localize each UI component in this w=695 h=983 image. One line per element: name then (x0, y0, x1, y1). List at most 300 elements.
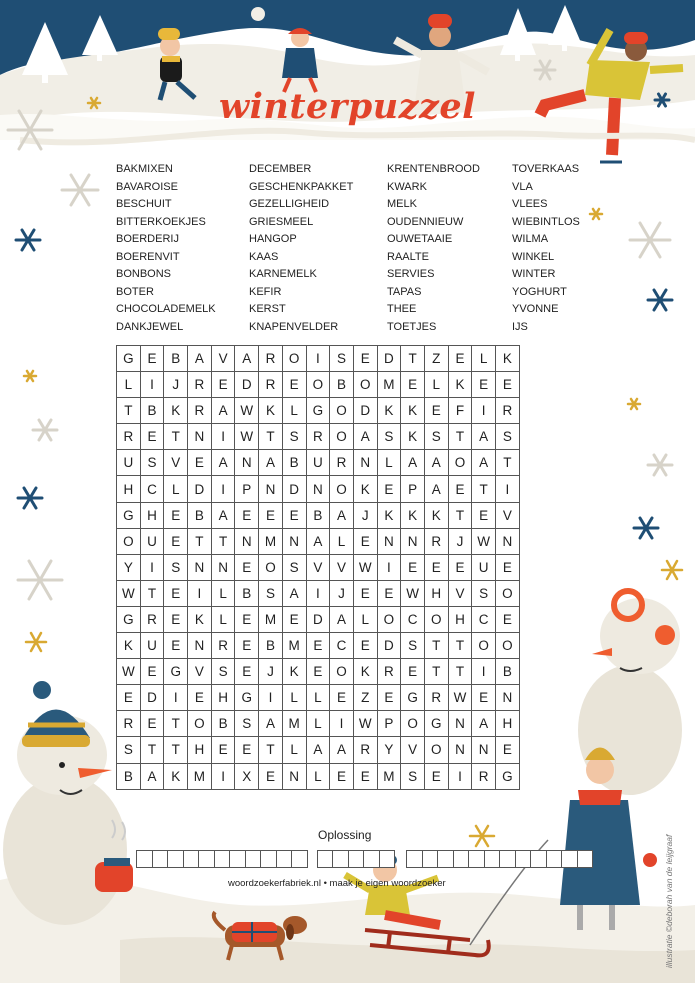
grid-cell[interactable]: U (140, 528, 164, 554)
grid-cell[interactable]: R (330, 450, 354, 476)
grid-cell[interactable]: O (377, 606, 401, 632)
solution-boxes[interactable] (136, 850, 604, 868)
grid-cell[interactable]: S (259, 580, 283, 606)
grid-cell[interactable]: S (282, 554, 306, 580)
grid-cell[interactable]: H (448, 606, 472, 632)
grid-cell[interactable]: A (472, 424, 496, 450)
grid-cell[interactable]: V (401, 737, 425, 763)
grid-cell[interactable]: N (448, 737, 472, 763)
solution-letter-box[interactable] (136, 850, 153, 868)
grid-cell[interactable]: I (377, 554, 401, 580)
grid-cell[interactable]: O (472, 633, 496, 659)
grid-cell[interactable]: E (140, 346, 164, 372)
grid-cell[interactable]: M (282, 711, 306, 737)
grid-cell[interactable]: N (235, 450, 259, 476)
solution-letter-box[interactable] (332, 850, 349, 868)
grid-cell[interactable]: A (401, 450, 425, 476)
grid-cell[interactable]: N (496, 685, 520, 711)
grid-cell[interactable]: K (282, 659, 306, 685)
grid-cell[interactable]: T (259, 737, 283, 763)
grid-cell[interactable]: W (117, 659, 141, 685)
grid-cell[interactable]: E (306, 633, 330, 659)
grid-cell[interactable]: E (424, 554, 448, 580)
letter-grid[interactable] (116, 345, 520, 790)
grid-cell[interactable]: I (448, 763, 472, 789)
grid-cell[interactable]: M (377, 372, 401, 398)
grid-cell[interactable]: Y (377, 737, 401, 763)
solution-letter-box[interactable] (499, 850, 516, 868)
grid-cell[interactable]: K (353, 659, 377, 685)
solution-letter-box[interactable] (229, 850, 246, 868)
grid-cell[interactable]: H (188, 737, 212, 763)
grid-cell[interactable]: T (140, 737, 164, 763)
grid-cell[interactable]: I (259, 685, 283, 711)
grid-cell[interactable]: G (117, 346, 141, 372)
solution-letter-box[interactable] (561, 850, 578, 868)
grid-cell[interactable]: N (448, 711, 472, 737)
grid-cell[interactable]: C (472, 606, 496, 632)
grid-cell[interactable]: S (330, 346, 354, 372)
grid-cell[interactable]: K (377, 502, 401, 528)
grid-cell[interactable]: N (188, 633, 212, 659)
grid-cell[interactable]: A (211, 502, 235, 528)
grid-cell[interactable]: E (235, 633, 259, 659)
grid-cell[interactable]: E (353, 763, 377, 789)
grid-cell[interactable]: C (330, 633, 354, 659)
grid-cell[interactable]: O (259, 554, 283, 580)
grid-cell[interactable]: E (330, 685, 354, 711)
grid-cell[interactable]: B (164, 346, 188, 372)
solution-letter-box[interactable] (484, 850, 501, 868)
grid-cell[interactable]: E (448, 476, 472, 502)
grid-cell[interactable]: K (164, 763, 188, 789)
grid-cell[interactable]: L (424, 372, 448, 398)
grid-cell[interactable]: B (306, 502, 330, 528)
grid-cell[interactable]: D (306, 606, 330, 632)
grid-cell[interactable]: N (496, 528, 520, 554)
grid-cell[interactable]: A (353, 424, 377, 450)
grid-cell[interactable]: E (401, 659, 425, 685)
grid-cell[interactable]: P (235, 476, 259, 502)
grid-cell[interactable]: E (164, 606, 188, 632)
grid-cell[interactable]: N (472, 737, 496, 763)
grid-cell[interactable]: I (211, 424, 235, 450)
grid-cell[interactable]: W (472, 528, 496, 554)
solution-letter-box[interactable] (530, 850, 547, 868)
grid-cell[interactable]: T (424, 659, 448, 685)
solution-letter-box[interactable] (348, 850, 365, 868)
grid-cell[interactable]: N (282, 528, 306, 554)
grid-cell[interactable]: L (117, 372, 141, 398)
grid-cell[interactable]: L (306, 711, 330, 737)
grid-cell[interactable]: R (117, 424, 141, 450)
grid-cell[interactable]: K (496, 346, 520, 372)
grid-cell[interactable]: L (211, 606, 235, 632)
grid-cell[interactable]: A (472, 450, 496, 476)
grid-cell[interactable]: J (164, 372, 188, 398)
grid-cell[interactable]: D (188, 476, 212, 502)
grid-cell[interactable]: B (259, 633, 283, 659)
grid-cell[interactable]: F (448, 398, 472, 424)
grid-cell[interactable]: G (401, 685, 425, 711)
grid-cell[interactable]: J (330, 580, 354, 606)
grid-cell[interactable]: A (140, 763, 164, 789)
grid-cell[interactable]: A (424, 476, 448, 502)
grid-cell[interactable]: A (259, 450, 283, 476)
grid-cell[interactable]: S (117, 737, 141, 763)
grid-cell[interactable]: E (496, 372, 520, 398)
grid-cell[interactable]: O (330, 424, 354, 450)
grid-cell[interactable]: E (235, 659, 259, 685)
grid-cell[interactable]: V (211, 346, 235, 372)
grid-cell[interactable]: A (472, 711, 496, 737)
grid-cell[interactable]: G (235, 685, 259, 711)
grid-cell[interactable]: R (188, 398, 212, 424)
grid-cell[interactable]: T (472, 476, 496, 502)
grid-cell[interactable]: S (377, 424, 401, 450)
grid-cell[interactable]: V (448, 580, 472, 606)
grid-cell[interactable]: E (377, 685, 401, 711)
grid-cell[interactable]: E (496, 737, 520, 763)
grid-cell[interactable]: E (353, 528, 377, 554)
grid-cell[interactable]: W (353, 711, 377, 737)
grid-cell[interactable]: E (472, 685, 496, 711)
grid-cell[interactable]: K (188, 606, 212, 632)
grid-cell[interactable]: G (306, 398, 330, 424)
grid-cell[interactable]: N (306, 476, 330, 502)
grid-cell[interactable]: I (140, 372, 164, 398)
grid-cell[interactable]: P (401, 476, 425, 502)
grid-cell[interactable]: V (306, 554, 330, 580)
grid-cell[interactable]: T (211, 528, 235, 554)
grid-cell[interactable]: V (496, 502, 520, 528)
grid-cell[interactable]: Z (424, 346, 448, 372)
grid-cell[interactable]: D (377, 346, 401, 372)
grid-cell[interactable]: E (282, 606, 306, 632)
grid-cell[interactable]: S (211, 659, 235, 685)
grid-cell[interactable]: E (140, 711, 164, 737)
grid-cell[interactable]: E (401, 554, 425, 580)
grid-cell[interactable]: H (496, 711, 520, 737)
solution-letter-box[interactable] (468, 850, 485, 868)
grid-cell[interactable]: S (401, 633, 425, 659)
grid-cell[interactable]: O (353, 372, 377, 398)
solution-letter-box[interactable] (422, 850, 439, 868)
grid-cell[interactable]: E (164, 528, 188, 554)
grid-cell[interactable]: D (377, 633, 401, 659)
grid-cell[interactable]: C (401, 606, 425, 632)
grid-cell[interactable]: E (330, 763, 354, 789)
grid-cell[interactable]: W (235, 424, 259, 450)
solution-letter-box[interactable] (515, 850, 532, 868)
grid-cell[interactable]: A (306, 737, 330, 763)
grid-cell[interactable]: S (164, 554, 188, 580)
grid-cell[interactable]: E (282, 502, 306, 528)
grid-cell[interactable]: E (353, 346, 377, 372)
grid-cell[interactable]: M (377, 763, 401, 789)
grid-cell[interactable]: R (259, 372, 283, 398)
grid-cell[interactable]: S (401, 763, 425, 789)
grid-cell[interactable]: A (330, 737, 354, 763)
grid-cell[interactable]: L (282, 685, 306, 711)
grid-cell[interactable]: A (235, 346, 259, 372)
grid-cell[interactable]: L (472, 346, 496, 372)
grid-cell[interactable]: S (424, 424, 448, 450)
grid-cell[interactable]: H (424, 580, 448, 606)
solution-letter-box[interactable] (260, 850, 277, 868)
grid-cell[interactable]: I (330, 711, 354, 737)
grid-cell[interactable]: K (401, 502, 425, 528)
grid-cell[interactable]: I (211, 763, 235, 789)
grid-cell[interactable]: O (496, 580, 520, 606)
grid-cell[interactable]: T (448, 502, 472, 528)
grid-cell[interactable]: A (211, 450, 235, 476)
grid-cell[interactable]: D (353, 398, 377, 424)
grid-cell[interactable]: N (282, 763, 306, 789)
grid-cell[interactable]: T (448, 633, 472, 659)
grid-cell[interactable]: K (448, 372, 472, 398)
grid-cell[interactable]: L (282, 737, 306, 763)
grid-cell[interactable]: L (377, 450, 401, 476)
grid-cell[interactable]: E (377, 476, 401, 502)
solution-letter-box[interactable] (291, 850, 308, 868)
grid-cell[interactable]: E (211, 372, 235, 398)
grid-cell[interactable]: E (140, 424, 164, 450)
grid-cell[interactable]: E (306, 659, 330, 685)
grid-cell[interactable]: O (282, 346, 306, 372)
grid-cell[interactable]: E (235, 502, 259, 528)
grid-cell[interactable]: O (424, 606, 448, 632)
grid-cell[interactable]: N (188, 424, 212, 450)
solution-letter-box[interactable] (317, 850, 334, 868)
grid-cell[interactable]: H (140, 502, 164, 528)
grid-cell[interactable]: A (306, 528, 330, 554)
grid-cell[interactable]: N (211, 554, 235, 580)
grid-cell[interactable]: B (211, 711, 235, 737)
grid-cell[interactable]: E (496, 606, 520, 632)
grid-cell[interactable]: L (211, 580, 235, 606)
grid-cell[interactable]: U (140, 633, 164, 659)
solution-letter-box[interactable] (276, 850, 293, 868)
grid-cell[interactable]: E (164, 633, 188, 659)
grid-cell[interactable]: H (211, 685, 235, 711)
grid-cell[interactable]: A (424, 450, 448, 476)
grid-cell[interactable]: I (140, 554, 164, 580)
grid-cell[interactable]: T (164, 424, 188, 450)
grid-cell[interactable]: R (211, 633, 235, 659)
grid-cell[interactable]: V (188, 659, 212, 685)
solution-letter-box[interactable] (379, 850, 396, 868)
grid-cell[interactable]: U (117, 450, 141, 476)
grid-cell[interactable]: R (424, 685, 448, 711)
grid-cell[interactable]: W (401, 580, 425, 606)
grid-cell[interactable]: S (282, 424, 306, 450)
grid-cell[interactable]: N (353, 450, 377, 476)
grid-cell[interactable]: I (496, 476, 520, 502)
grid-cell[interactable]: I (211, 476, 235, 502)
grid-cell[interactable]: T (164, 737, 188, 763)
solution-letter-box[interactable] (214, 850, 231, 868)
grid-cell[interactable]: A (330, 502, 354, 528)
grid-cell[interactable]: E (188, 685, 212, 711)
grid-cell[interactable]: G (424, 711, 448, 737)
grid-cell[interactable]: T (188, 528, 212, 554)
solution-letter-box[interactable] (245, 850, 262, 868)
grid-cell[interactable]: E (353, 580, 377, 606)
grid-cell[interactable]: K (401, 424, 425, 450)
grid-cell[interactable]: E (401, 372, 425, 398)
grid-cell[interactable]: O (448, 450, 472, 476)
grid-cell[interactable]: E (235, 554, 259, 580)
grid-cell[interactable]: D (140, 685, 164, 711)
grid-cell[interactable]: E (235, 737, 259, 763)
solution-letter-box[interactable] (363, 850, 380, 868)
grid-cell[interactable]: N (377, 528, 401, 554)
grid-cell[interactable]: T (448, 659, 472, 685)
grid-cell[interactable]: X (235, 763, 259, 789)
solution-letter-box[interactable] (198, 850, 215, 868)
grid-cell[interactable]: L (353, 606, 377, 632)
grid-cell[interactable]: N (401, 528, 425, 554)
grid-cell[interactable]: G (164, 659, 188, 685)
grid-cell[interactable]: M (188, 763, 212, 789)
solution-letter-box[interactable] (453, 850, 470, 868)
grid-cell[interactable]: W (353, 554, 377, 580)
grid-cell[interactable]: G (496, 763, 520, 789)
grid-cell[interactable]: N (188, 554, 212, 580)
grid-cell[interactable]: K (353, 476, 377, 502)
grid-cell[interactable]: B (117, 763, 141, 789)
grid-cell[interactable]: I (306, 346, 330, 372)
solution-letter-box[interactable] (437, 850, 454, 868)
grid-cell[interactable]: S (472, 580, 496, 606)
grid-cell[interactable]: R (496, 398, 520, 424)
grid-cell[interactable]: E (424, 398, 448, 424)
grid-cell[interactable]: E (164, 580, 188, 606)
grid-cell[interactable]: P (377, 711, 401, 737)
grid-cell[interactable]: O (401, 711, 425, 737)
grid-cell[interactable]: R (472, 763, 496, 789)
grid-cell[interactable]: G (117, 502, 141, 528)
grid-cell[interactable]: O (330, 659, 354, 685)
grid-cell[interactable]: E (472, 502, 496, 528)
grid-cell[interactable]: V (330, 554, 354, 580)
grid-cell[interactable]: R (306, 424, 330, 450)
grid-cell[interactable]: M (259, 528, 283, 554)
grid-cell[interactable]: H (117, 476, 141, 502)
grid-cell[interactable]: A (259, 711, 283, 737)
grid-cell[interactable]: E (259, 763, 283, 789)
grid-cell[interactable]: K (164, 398, 188, 424)
grid-cell[interactable]: T (259, 424, 283, 450)
grid-cell[interactable]: E (377, 580, 401, 606)
grid-cell[interactable]: T (424, 633, 448, 659)
grid-cell[interactable]: D (235, 372, 259, 398)
grid-cell[interactable]: C (140, 476, 164, 502)
grid-cell[interactable]: I (306, 580, 330, 606)
grid-cell[interactable]: L (306, 685, 330, 711)
grid-cell[interactable]: B (496, 659, 520, 685)
grid-cell[interactable]: O (496, 633, 520, 659)
grid-cell[interactable]: S (235, 711, 259, 737)
grid-cell[interactable]: U (306, 450, 330, 476)
grid-cell[interactable]: O (306, 372, 330, 398)
solution-letter-box[interactable] (406, 850, 423, 868)
grid-cell[interactable]: O (188, 711, 212, 737)
grid-cell[interactable]: B (330, 372, 354, 398)
grid-cell[interactable]: J (353, 502, 377, 528)
grid-cell[interactable]: B (140, 398, 164, 424)
grid-cell[interactable]: A (211, 398, 235, 424)
grid-cell[interactable]: E (424, 763, 448, 789)
grid-cell[interactable]: T (448, 424, 472, 450)
solution-letter-box[interactable] (546, 850, 563, 868)
solution-letter-box[interactable] (167, 850, 184, 868)
grid-cell[interactable]: E (353, 633, 377, 659)
solution-letter-box[interactable] (183, 850, 200, 868)
grid-cell[interactable]: R (353, 737, 377, 763)
grid-cell[interactable]: K (117, 633, 141, 659)
grid-cell[interactable]: E (235, 606, 259, 632)
grid-cell[interactable]: J (259, 659, 283, 685)
grid-cell[interactable]: I (188, 580, 212, 606)
grid-cell[interactable]: K (424, 502, 448, 528)
grid-cell[interactable]: E (282, 372, 306, 398)
grid-cell[interactable]: T (401, 346, 425, 372)
grid-cell[interactable]: T (117, 398, 141, 424)
grid-cell[interactable]: O (330, 398, 354, 424)
grid-cell[interactable]: T (164, 711, 188, 737)
grid-cell[interactable]: A (188, 346, 212, 372)
solution-letter-box[interactable] (577, 850, 594, 868)
grid-cell[interactable]: J (448, 528, 472, 554)
grid-cell[interactable]: M (282, 633, 306, 659)
grid-cell[interactable]: E (140, 659, 164, 685)
grid-cell[interactable]: O (117, 528, 141, 554)
grid-cell[interactable]: R (140, 606, 164, 632)
grid-cell[interactable]: K (377, 398, 401, 424)
grid-cell[interactable]: S (496, 424, 520, 450)
grid-cell[interactable]: E (448, 346, 472, 372)
grid-cell[interactable]: R (188, 372, 212, 398)
grid-cell[interactable]: V (164, 450, 188, 476)
grid-cell[interactable]: E (448, 554, 472, 580)
grid-cell[interactable]: G (117, 606, 141, 632)
grid-cell[interactable]: L (330, 528, 354, 554)
grid-cell[interactable]: A (282, 580, 306, 606)
grid-cell[interactable]: L (282, 398, 306, 424)
grid-cell[interactable]: B (235, 580, 259, 606)
grid-cell[interactable]: A (330, 606, 354, 632)
grid-cell[interactable]: I (164, 685, 188, 711)
grid-cell[interactable]: S (140, 450, 164, 476)
grid-cell[interactable]: R (117, 711, 141, 737)
grid-cell[interactable]: Z (353, 685, 377, 711)
grid-cell[interactable]: W (235, 398, 259, 424)
grid-cell[interactable]: L (164, 476, 188, 502)
solution-letter-box[interactable] (152, 850, 169, 868)
grid-cell[interactable]: N (259, 476, 283, 502)
grid-cell[interactable]: T (140, 580, 164, 606)
grid-cell[interactable]: K (401, 398, 425, 424)
grid-cell[interactable]: T (496, 450, 520, 476)
grid-cell[interactable]: E (472, 372, 496, 398)
grid-cell[interactable]: I (472, 659, 496, 685)
grid-cell[interactable]: L (306, 763, 330, 789)
grid-cell[interactable]: Y (117, 554, 141, 580)
grid-cell[interactable]: O (330, 476, 354, 502)
grid-cell[interactable]: B (188, 502, 212, 528)
